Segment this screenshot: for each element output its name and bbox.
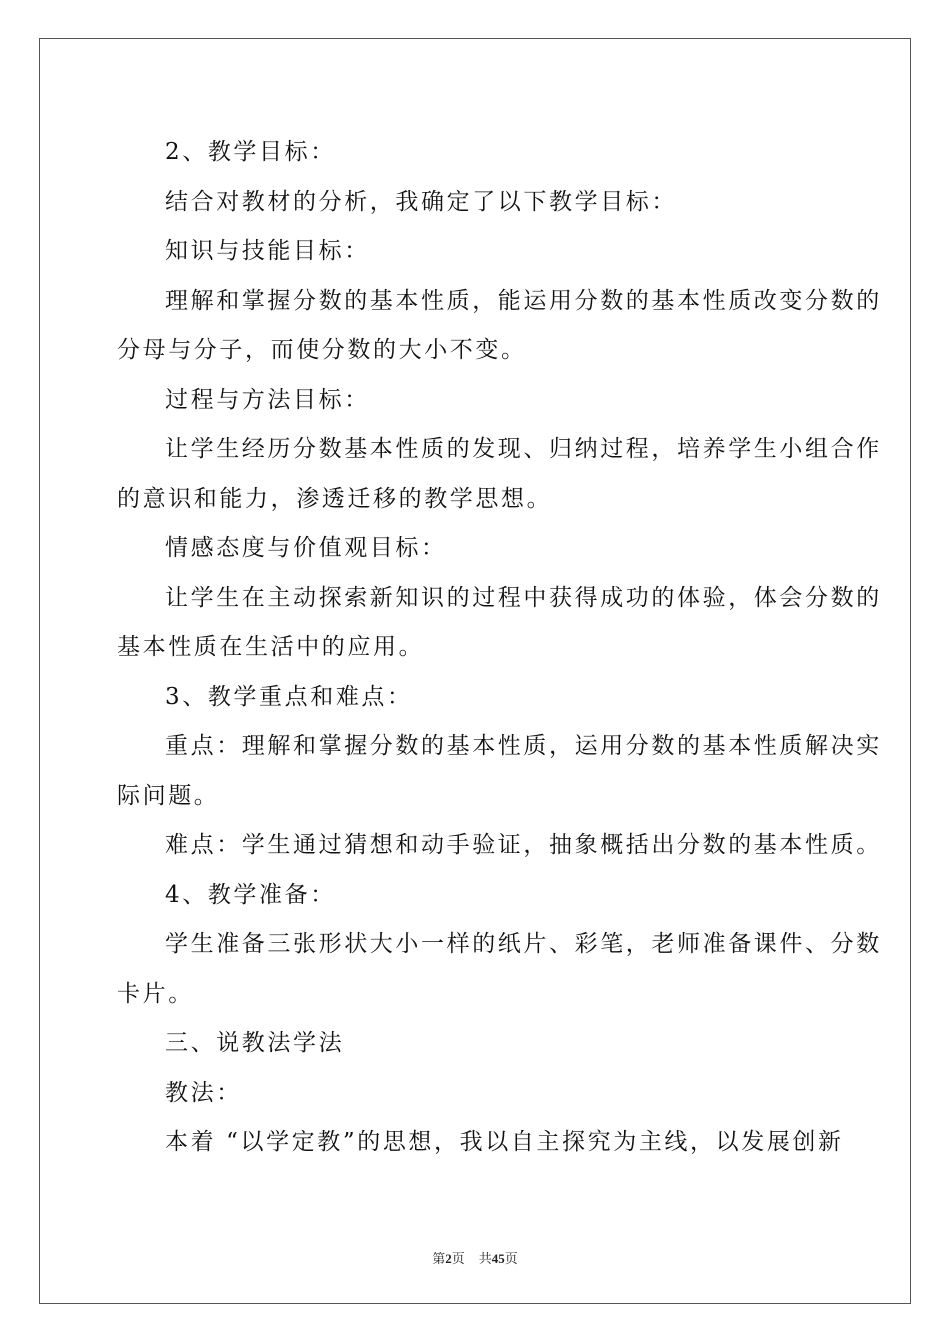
document-body bbox=[117, 128, 882, 1168]
total-suffix: 页 bbox=[504, 1251, 518, 1266]
heading-teaching-preparation: 4、教学准备： bbox=[165, 881, 336, 908]
subheading-process-method: 过程与方法目标： bbox=[165, 386, 370, 413]
paragraph-line: 难点：学生通过猜想和动手验证，抽象概括出分数的基本性质。 bbox=[165, 832, 882, 858]
paragraph-line: 分母与分子，而使分数的大小不变。 bbox=[117, 337, 527, 363]
subheading-emotion-values: 情感态度与价值观目标： bbox=[165, 535, 447, 561]
total-pages: 45 bbox=[491, 1251, 505, 1266]
paragraph-line: 本着 “以学定教”的思想，我以自主探究为主线，以发展创新 bbox=[165, 1129, 844, 1155]
page-footer bbox=[0, 1248, 950, 1267]
heading-teaching-methods: 三、说教法学法 bbox=[165, 1030, 345, 1056]
page-suffix: 页 bbox=[451, 1251, 465, 1266]
heading-teaching-goals: 2、教学目标： bbox=[165, 139, 336, 165]
total-prefix: 共 bbox=[478, 1251, 492, 1266]
paragraph-line: 重点：理解和掌握分数的基本性质，运用分数的基本性质解决实 bbox=[165, 733, 882, 759]
page-number: 2 bbox=[445, 1251, 452, 1266]
subheading-teaching-method: 教法： bbox=[165, 1079, 242, 1106]
paragraph-line: 际问题。 bbox=[117, 782, 220, 809]
page-prefix: 第 bbox=[432, 1251, 446, 1266]
paragraph-line: 让学生经历分数基本性质的发现、归纳过程，培养学生小组合作 bbox=[165, 436, 882, 462]
paragraph-line: 让学生在主动探索新知识的过程中获得成功的体验，体会分数的 bbox=[165, 584, 882, 611]
paragraph-line: 理解和掌握分数的基本性质，能运用分数的基本性质改变分数的 bbox=[165, 287, 882, 314]
paragraph-line: 基本性质在生活中的应用。 bbox=[117, 634, 425, 660]
paragraph-line: 学生准备三张形状大小一样的纸片、彩笔，老师准备课件、分数 bbox=[165, 931, 882, 957]
paragraph-line: 结合对教材的分析，我确定了以下教学目标： bbox=[165, 188, 677, 215]
heading-key-points: 3、教学重点和难点： bbox=[165, 683, 413, 710]
subheading-knowledge-skills: 知识与技能目标： bbox=[165, 238, 370, 264]
paragraph-line: 卡片。 bbox=[117, 980, 194, 1007]
paragraph-line: 的意识和能力，渗透迁移的教学思想。 bbox=[117, 485, 553, 512]
